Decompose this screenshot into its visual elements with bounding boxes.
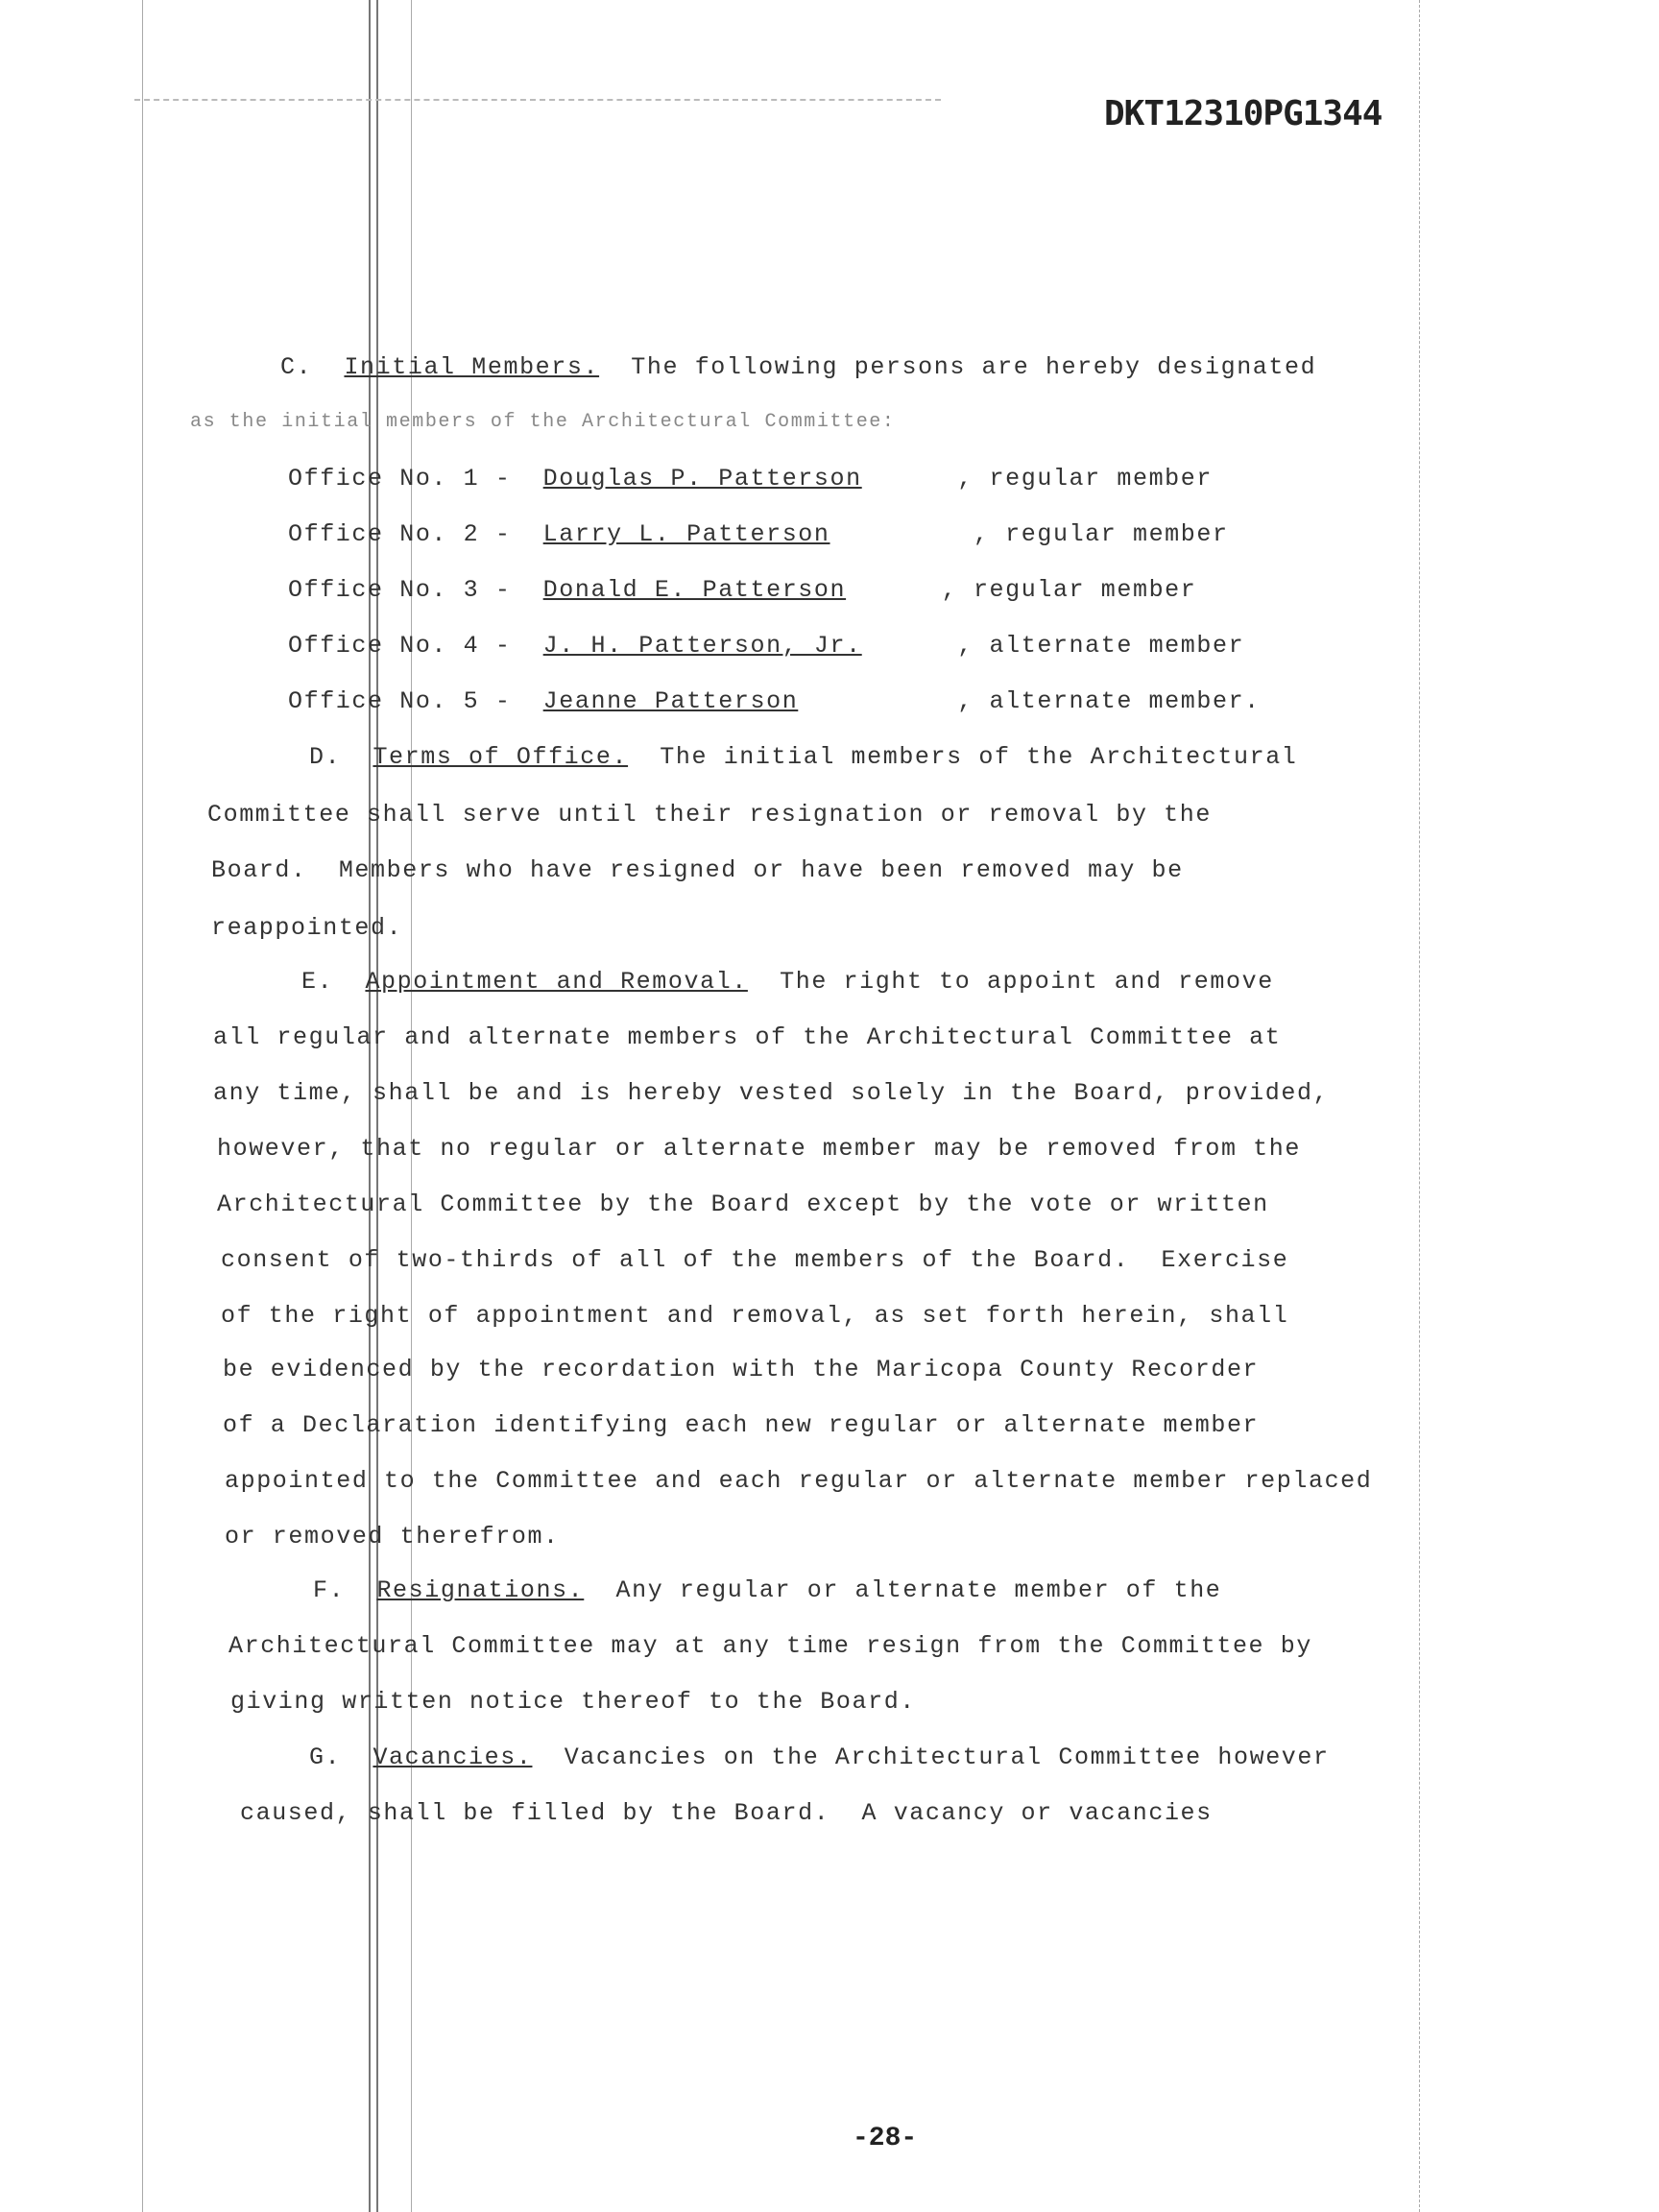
- section-d-letter: D.: [309, 743, 342, 771]
- office-member-role: , regular member: [973, 520, 1229, 548]
- section-e-line-4: however, that no regular or alternate member may be removed from the: [217, 1135, 1301, 1163]
- section-g-text: Vacancies on the Architectural Committee however: [564, 1743, 1330, 1771]
- section-e-line-7: of the right of appointment and removal, as set forth herein, shall: [221, 1302, 1289, 1330]
- page-number: -28-: [853, 2124, 918, 2153]
- office-member-role: , alternate member: [957, 632, 1245, 660]
- office-member-name: Larry L. Patterson: [542, 520, 830, 548]
- section-e-line-9: of a Declaration identifying each new regular or alternate member: [223, 1411, 1260, 1439]
- section-e-line-6: consent of two-thirds of all of the members of the Board. Exercise: [221, 1246, 1289, 1274]
- section-f-line-2: Architectural Committee may at any time resign from the Committee by: [228, 1632, 1312, 1660]
- office-label: Office No. 5 -: [288, 687, 512, 715]
- office-member-name: J. H. Patterson, Jr.: [542, 632, 862, 660]
- section-e-line-8: be evidenced by the recordation with the Maricopa County Recorder: [223, 1356, 1260, 1383]
- section-g-line-2: caused, shall be filled by the Board. A vacancy or vacancies: [240, 1799, 1213, 1827]
- section-f-line-1: [313, 1576, 1221, 1604]
- office-row: [288, 465, 1213, 493]
- section-g-letter: G.: [309, 1743, 342, 1771]
- office-row: [288, 520, 1229, 548]
- section-f-line-3: giving written notice thereof to the Board.: [230, 1688, 916, 1716]
- office-label: Office No. 2 -: [288, 520, 512, 548]
- section-c-heading: Initial Members.: [344, 353, 600, 381]
- section-e-line-2: all regular and alternate members of the Architectural Committee at: [213, 1023, 1282, 1051]
- section-g-heading: Vacancies.: [373, 1743, 533, 1771]
- section-e-letter: E.: [301, 968, 334, 996]
- section-d-heading: Terms of Office.: [373, 743, 629, 771]
- section-c-line-2: as the initial members of the Architectural Committee:: [190, 411, 896, 433]
- book-page-reference: DKT12310PG1344: [1104, 94, 1382, 133]
- margin-line-right: [1419, 0, 1420, 2212]
- section-e-text: The right to appoint and remove: [780, 968, 1274, 996]
- section-e-line-3: any time, shall be and is hereby vested solely in the Board, provided,: [213, 1079, 1330, 1107]
- section-f-letter: F.: [313, 1576, 346, 1604]
- section-c-text: The following persons are hereby designated: [631, 353, 1317, 381]
- office-member-name: Jeanne Patterson: [542, 687, 799, 715]
- office-label: Office No. 3 -: [288, 576, 512, 604]
- office-member-name: Donald E. Patterson: [542, 576, 847, 604]
- section-d-line-2: Committee shall serve until their resignation or removal by the: [207, 801, 1212, 829]
- section-d-line-3: Board. Members who have resigned or have been removed may be: [211, 856, 1184, 884]
- section-d-line-4: reappointed.: [211, 914, 403, 942]
- office-row: [288, 687, 1261, 715]
- section-d-line-1: [309, 743, 1297, 771]
- section-f-text: Any regular or alternate member of the: [615, 1576, 1222, 1604]
- section-e-line-1: [301, 968, 1274, 996]
- section-f-heading: Resignations.: [376, 1576, 585, 1604]
- office-row: [288, 576, 1196, 604]
- office-row: [288, 632, 1244, 660]
- office-member-role: , alternate member.: [957, 687, 1261, 715]
- section-e-line-11: or removed therefrom.: [225, 1523, 560, 1551]
- office-member-name: Douglas P. Patterson: [542, 465, 862, 493]
- section-e-line-5: Architectural Committee by the Board except by the vote or written: [217, 1190, 1269, 1218]
- office-member-role: , regular member: [957, 465, 1213, 493]
- section-c-line-1: [280, 353, 1316, 381]
- office-member-role: , regular member: [941, 576, 1197, 604]
- section-g-line-1: [309, 1743, 1330, 1771]
- section-c-letter: C.: [280, 353, 313, 381]
- section-e-heading: Appointment and Removal.: [365, 968, 748, 996]
- section-e-line-10: appointed to the Committee and each regular or alternate member replaced: [225, 1467, 1373, 1495]
- office-label: Office No. 1 -: [288, 465, 512, 493]
- margin-line-left: [142, 0, 143, 2212]
- section-d-text: The initial members of the Architectural: [660, 743, 1298, 771]
- header-rule: [134, 99, 941, 101]
- office-label: Office No. 4 -: [288, 632, 512, 660]
